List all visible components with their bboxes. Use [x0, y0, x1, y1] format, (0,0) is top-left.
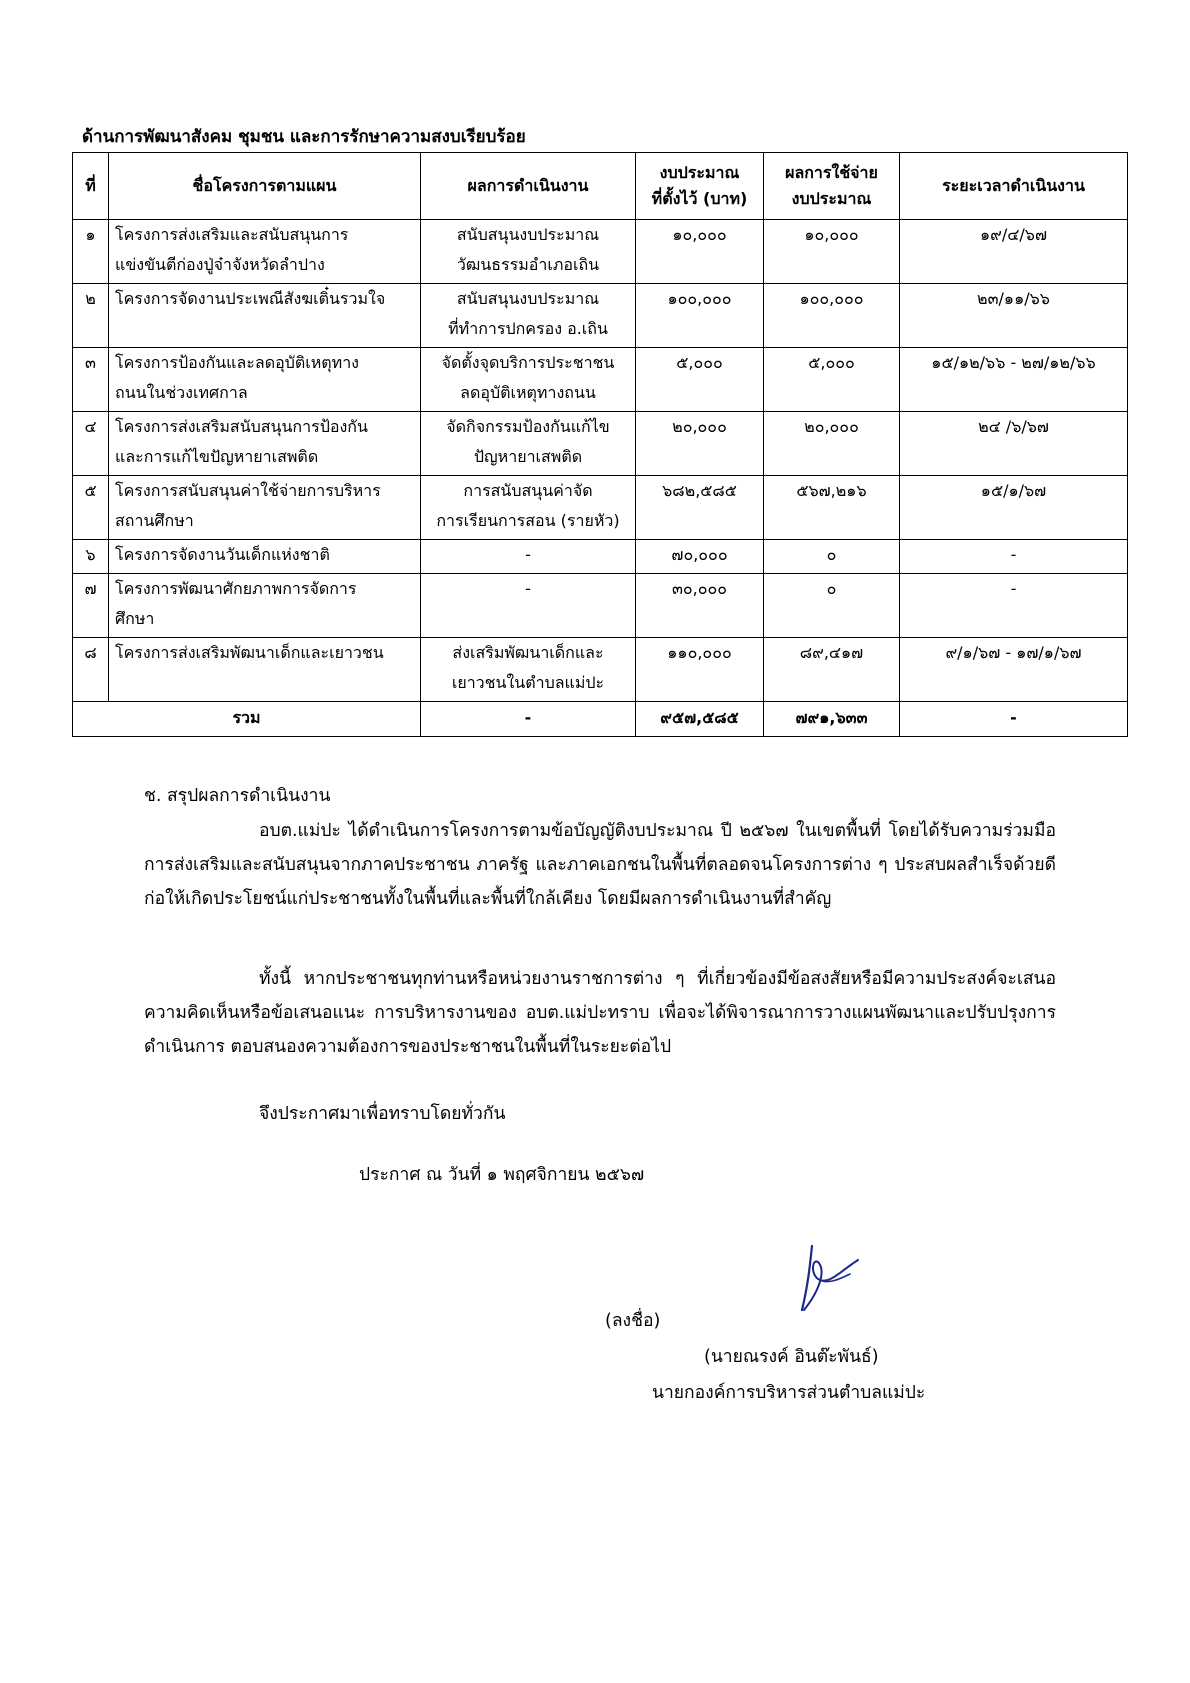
header-period: ระยะเวลาดำเนินงาน	[900, 153, 1128, 220]
total-period: -	[900, 702, 1128, 737]
row-spent: ๒๐,๐๐๐	[764, 412, 900, 476]
row-budget: ๓๐,๐๐๐	[636, 574, 764, 638]
handwritten-signature	[790, 1240, 870, 1320]
table-total-row	[73, 702, 1128, 737]
summary-title: ช. สรุปผลการดำเนินงาน	[144, 786, 331, 806]
row-result: ส่งเสริมพัฒนาเด็กและ เยาวชนในตำบลแม่ปะ	[421, 638, 636, 702]
header-result: ผลการดำเนินงาน	[421, 153, 636, 220]
row-budget: ๗๐,๐๐๐	[636, 540, 764, 574]
row-name: โครงการส่งเสริมและสนับสนุนการ แข่งขันตีก่องปู่จ๋าจังหวัดลำปาง	[109, 220, 421, 284]
row-result: -	[421, 540, 636, 574]
row-result: สนับสนุนงบประมาณ วัฒนธรรมอำเภอเถิน	[421, 220, 636, 284]
row-period: ๑๕/๑๒/๖๖ - ๒๗/๑๒/๖๖	[900, 348, 1128, 412]
row-period: ๙/๑/๖๗ - ๑๗/๑/๖๗	[900, 638, 1128, 702]
row-period: ๒๔ /๖/๖๗	[900, 412, 1128, 476]
table-row	[73, 574, 1128, 638]
row-budget: ๑๐๐,๐๐๐	[636, 284, 764, 348]
total-spent: ๗๙๑,๖๓๓	[764, 702, 900, 737]
row-name: โครงการสนับสนุนค่าใช้จ่ายการบริหาร สถานศึกษา	[109, 476, 421, 540]
row-no: ๒	[73, 284, 109, 348]
header-no: ที่	[73, 153, 109, 220]
row-name: โครงการป้องกันและลดอุบัติเหตุทาง ถนนในช่วงเทศกาล	[109, 348, 421, 412]
row-spent: ๑๐๐,๐๐๐	[764, 284, 900, 348]
row-no: ๔	[73, 412, 109, 476]
row-budget: ๑๑๐,๐๐๐	[636, 638, 764, 702]
header-spent: ผลการใช้จ่าย งบประมาณ	[764, 153, 900, 220]
row-result: การสนับสนุนค่าจัด การเรียนการสอน (รายหัว)	[421, 476, 636, 540]
section-heading: ด้านการพัฒนาสังคม ชุมชน และการรักษาความสงบเรียบร้อย	[82, 127, 526, 147]
row-no: ๗	[73, 574, 109, 638]
row-period: ๑๕/๑/๖๗	[900, 476, 1128, 540]
total-result: -	[421, 702, 636, 737]
row-budget: ๑๐,๐๐๐	[636, 220, 764, 284]
row-result: -	[421, 574, 636, 638]
signer-title: นายกองค์การบริหารส่วนตำบลแม่ปะ	[652, 1383, 926, 1403]
row-no: ๖	[73, 540, 109, 574]
row-spent: ๕๖๗,๒๑๖	[764, 476, 900, 540]
row-name: โครงการจัดงานประเพณีสังฆเติ๋นรวมใจ	[109, 284, 421, 348]
header-budget: งบประมาณ ที่ตั้งไว้ (บาท)	[636, 153, 764, 220]
row-period: -	[900, 574, 1128, 638]
row-name: โครงการพัฒนาศักยภาพการจัดการ ศึกษา	[109, 574, 421, 638]
row-result: สนับสนุนงบประมาณ ที่ทำการปกครอง อ.เถิน	[421, 284, 636, 348]
summary-paragraph-1: อบต.แม่ปะ ได้ดำเนินการโครงการตามข้อบัญญัติงบประมาณ ปี ๒๕๖๗ ในเขตพื้นที่ โดยได้รับความร่วมมือ การส่งเสริมและสนับสนุนจากภาคประชาชน ภาครัฐ และภาคเอกชนในพื้นที่ตลอดจนโครงการต่าง ๆ ประสบผลสำเร็จด้วยดี ก่อให้เกิดประโยชน์แก่ประชาชนทั้งในพื้นที่และพื้นที่ใกล้เคียง โดยมีผลการดำเนินงานที่สำคัญ	[144, 821, 1056, 909]
table-header-row	[73, 153, 1128, 220]
row-spent: ๘๙,๔๑๗	[764, 638, 900, 702]
summary-paragraph-2: ทั้งนี้ หากประชาชนทุกท่านหรือหน่วยงานราชการต่าง ๆ ที่เกี่ยวข้องมีข้อสงสัยหรือมีความประสงค์จะเสนอความคิดเห็นหรือข้อเสนอแนะ การบริหารงานของ อบต.แม่ปะทราบ เพื่อจะได้พิจารณาการวางแผนพัฒนาและปรับปรุงการดำเนินการ ตอบสนองความต้องการของประชาชนในพื้นที่ในระยะต่อไป	[144, 969, 1056, 1057]
announce-line: จึงประกาศมาเพื่อทราบโดยทั่วกัน	[259, 1104, 506, 1124]
row-no: ๕	[73, 476, 109, 540]
table-row	[73, 220, 1128, 284]
header-name: ชื่อโครงการตามแผน	[109, 153, 421, 220]
total-budget: ๙๕๗,๕๘๕	[636, 702, 764, 737]
project-table	[72, 152, 1128, 737]
row-budget: ๕,๐๐๐	[636, 348, 764, 412]
row-name: โครงการส่งเสริมสนับสนุนการป้องกัน และการแก้ไขปัญหายาเสพติด	[109, 412, 421, 476]
signer-name: (นายณรงค์ อินต๊ะพันธ์)	[704, 1347, 879, 1367]
row-name: โครงการส่งเสริมพัฒนาเด็กและเยาวชน	[109, 638, 421, 702]
table-row	[73, 284, 1128, 348]
announce-date: ประกาศ ณ วันที่ ๑ พฤศจิกายน ๒๕๖๗	[359, 1165, 645, 1185]
table-row	[73, 540, 1128, 574]
row-name: โครงการจัดงานวันเด็กแห่งชาติ	[109, 540, 421, 574]
row-result: จัดตั้งจุดบริการประชาชน ลดอุบัติเหตุทางถนน	[421, 348, 636, 412]
sign-label: (ลงชื่อ)	[605, 1311, 661, 1331]
row-no: ๑	[73, 220, 109, 284]
table-row	[73, 412, 1128, 476]
row-result: จัดกิจกรรมป้องกันแก้ไข ปัญหายาเสพติด	[421, 412, 636, 476]
row-period: ๒๓/๑๑/๖๖	[900, 284, 1128, 348]
total-label: รวม	[73, 702, 421, 737]
row-spent: ๑๐,๐๐๐	[764, 220, 900, 284]
row-budget: ๒๐,๐๐๐	[636, 412, 764, 476]
row-budget: ๖๘๒,๕๘๕	[636, 476, 764, 540]
table-row	[73, 476, 1128, 540]
table-row	[73, 348, 1128, 412]
row-period: -	[900, 540, 1128, 574]
row-spent: ๐	[764, 574, 900, 638]
row-no: ๘	[73, 638, 109, 702]
table-row	[73, 638, 1128, 702]
row-no: ๓	[73, 348, 109, 412]
row-spent: ๐	[764, 540, 900, 574]
row-spent: ๕,๐๐๐	[764, 348, 900, 412]
row-period: ๑๙/๔/๖๗	[900, 220, 1128, 284]
